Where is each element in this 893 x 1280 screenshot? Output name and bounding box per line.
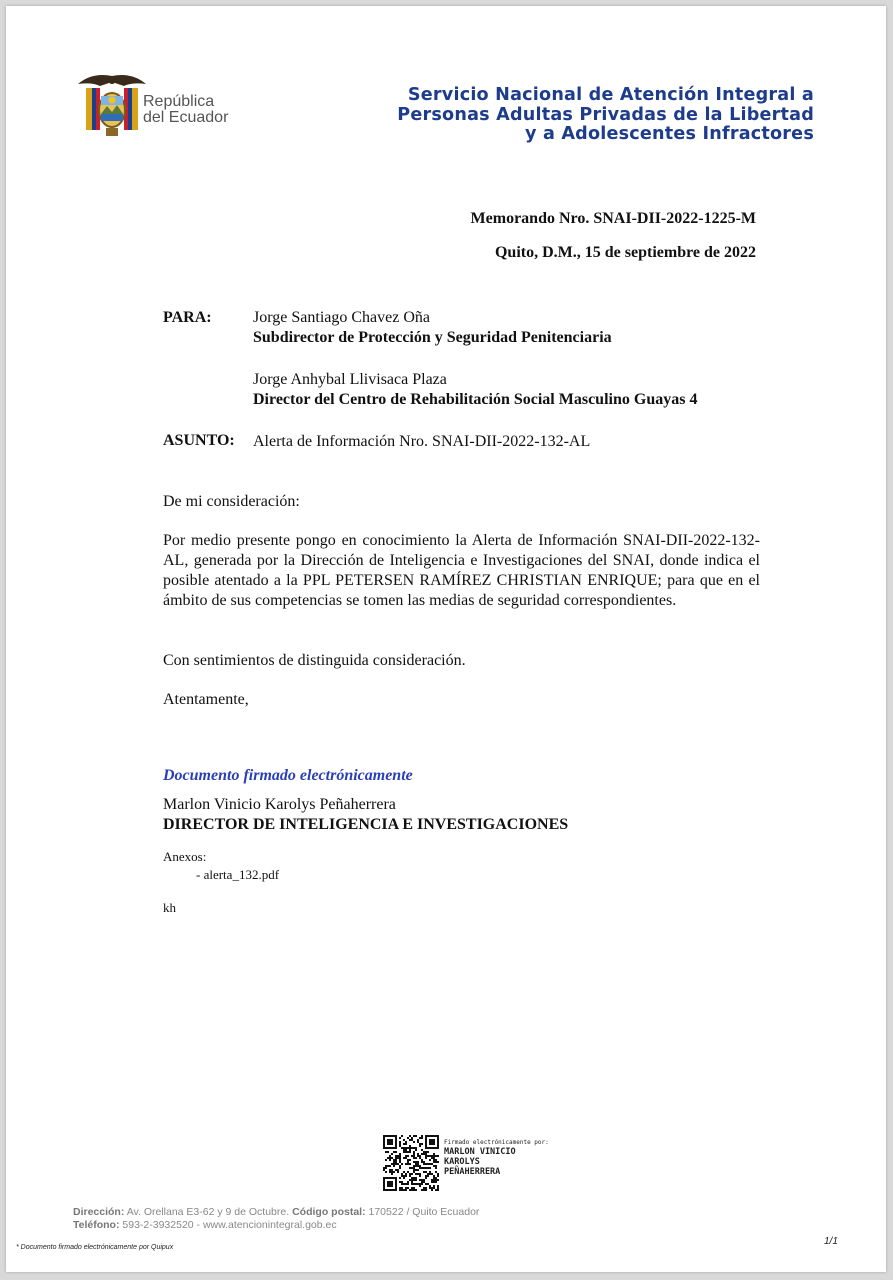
document-page (6, 6, 886, 1272)
greeting: De mi consideración: (163, 493, 300, 510)
para-label: PARA: (163, 309, 212, 326)
postal-label: Código postal: (292, 1206, 366, 1218)
republic-wordmark (143, 94, 228, 126)
stamp-line-2: KAROLYS (444, 1157, 480, 1167)
phone-text: 593-2-3932520 - www.atencionintegral.gob.ec (122, 1219, 337, 1231)
coat-of-arms-logo (72, 66, 152, 146)
stamp-line-1: MARLON VINICIO (444, 1147, 516, 1157)
closing-line: Con sentimientos de distinguida consideración. (163, 652, 466, 669)
recipient-1-title: Subdirector de Protección y Seguridad Penitenciaria (253, 329, 612, 346)
postal-text: 170522 / Quito Ecuador (368, 1206, 480, 1218)
annex-item[interactable]: - alerta_132.pdf (196, 867, 280, 882)
e-signature-stamp (444, 1139, 549, 1177)
recipient-2-title: Director del Centro de Rehabilitación Social Masculino Guayas 4 (253, 391, 698, 408)
republic-line-1: República (143, 93, 215, 110)
memo-place-date: Quito, D.M., 15 de septiembre de 2022 (494, 244, 756, 261)
institution-line-2: Personas Adultas Privadas de la Libertad (397, 104, 814, 125)
stamp-line-3: PEÑAHERRERA (444, 1167, 501, 1177)
footer-address-row (73, 1206, 479, 1219)
republic-line-2: del Ecuador (143, 109, 229, 126)
address-label: Dirección: (73, 1206, 125, 1218)
footer-phone-row (73, 1219, 479, 1232)
annexes-label: Anexos: (163, 849, 207, 864)
closing: Atentamente, (163, 691, 249, 708)
page-number: 1/1 (824, 1236, 838, 1247)
recipient-1-name: Jorge Santiago Chavez Oña (253, 309, 430, 326)
memo-number: Memorando Nro. SNAI-DII-2022-1225-M (470, 210, 756, 227)
qr-code (383, 1135, 439, 1191)
footer-contact (73, 1206, 479, 1232)
signer-name: Marlon Vinicio Karolys Peñaherrera (163, 796, 396, 813)
recipient-2-name: Jorge Anhybal Llivisaca Plaza (253, 371, 447, 388)
body-paragraph: Por medio presente pongo en conocimiento la Alerta de Información SNAI-DII-2022-132-AL, generada por la Dirección de Inteligencia e Investigaciones del SNAI, donde indica el posible atentado a la PPL PETERSEN RAMÍREZ CHRISTIAN ENRIQUE; para que en el ámbito de sus competencias se tomen las medias de seguridad correspondientes. (163, 532, 760, 609)
asunto-label: ASUNTO: (163, 432, 235, 449)
institution-line-3: y a Adolescentes Infractores (524, 124, 814, 144)
quipux-note: * Documento firmado electrónicamente por Quipux (16, 1244, 174, 1251)
phone-label: Teléfono: (73, 1219, 120, 1231)
initials: kh (163, 900, 176, 915)
institution-name (397, 86, 814, 145)
institution-line-1: Servicio Nacional de Atención Integral a (407, 85, 814, 105)
signed-electronically-label: Documento firmado electrónicamente (163, 767, 413, 784)
stamp-label: Firmado electrónicamente por: (444, 1139, 549, 1146)
signer-title: DIRECTOR DE INTELIGENCIA E INVESTIGACIONES (163, 816, 569, 833)
asunto-text: Alerta de Información Nro. SNAI-DII-2022-132-AL (253, 433, 591, 450)
address-text: Av. Orellana E3-62 y 9 de Octubre. (126, 1206, 290, 1218)
